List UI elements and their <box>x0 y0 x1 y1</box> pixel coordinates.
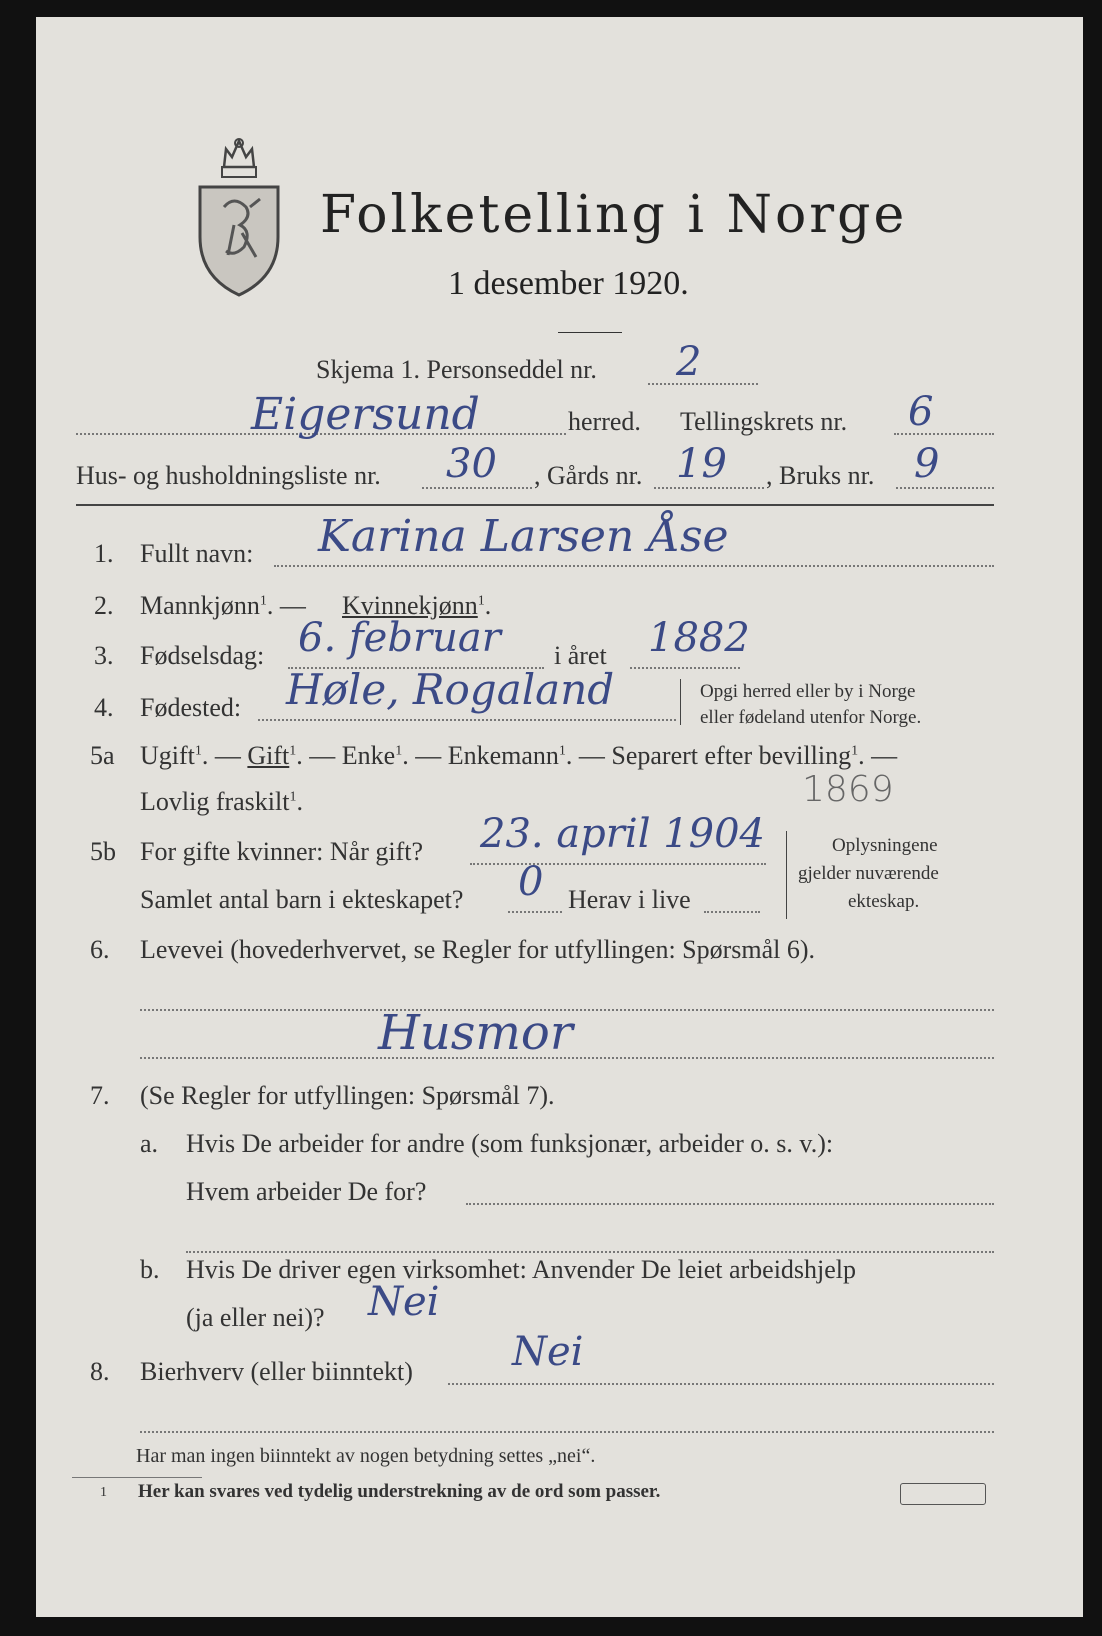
side-income-value: Nei <box>512 1329 584 1375</box>
herred-label: herred. <box>568 407 641 436</box>
q2-male-option[interactable]: Mannkjønn$^1$. — <box>140 591 306 620</box>
q7a-letter: a. <box>140 1129 159 1158</box>
printer-stamp <box>900 1483 986 1505</box>
bruks-field[interactable] <box>896 487 994 489</box>
q5b-note-line1: Oplysningene <box>832 835 938 856</box>
income-note: Har man ingen biinntekt av nogen betydning settes „nei“. <box>136 1445 596 1467</box>
bruks-label: , Bruks nr. <box>766 461 875 490</box>
q5b-children-label: Samlet antal barn i ekteskapet? <box>140 885 464 914</box>
q8-number: 8. <box>90 1357 110 1386</box>
q4-note-line1: Opgi herred eller by i Norge <box>700 681 916 702</box>
personseddel-value: 2 <box>676 339 702 385</box>
q7b-letter: b. <box>140 1255 160 1284</box>
gards-value: 19 <box>676 441 727 487</box>
marriage-date-value: 23. april 1904 <box>480 811 765 857</box>
q5a-annotation: 1869 <box>802 769 894 810</box>
birthplace-field[interactable] <box>258 719 676 721</box>
q7-number: 7. <box>90 1081 110 1110</box>
gards-field[interactable] <box>654 487 764 489</box>
q7b-value: Nei <box>368 1279 440 1325</box>
side-income-field-line1[interactable] <box>448 1383 994 1385</box>
q4-note-line2: eller fødeland utenfor Norge. <box>700 707 922 728</box>
q7-label: (Se Regler for utfyllingen: Spørsmål 7). <box>140 1081 555 1110</box>
birth-year-field[interactable] <box>630 667 740 669</box>
q3-year-label: i året <box>554 641 607 670</box>
tellingskrets-label: Tellingskrets nr. <box>680 407 848 436</box>
q5b-bracket <box>776 831 787 919</box>
tellingskrets-value: 6 <box>908 389 934 435</box>
birthday-value: 6. februar <box>298 615 501 661</box>
full-name-value: Karina Larsen Åse <box>318 511 729 562</box>
personseddel-field[interactable] <box>648 383 758 385</box>
q1-label: Fullt navn: <box>140 539 254 568</box>
bruks-value: 9 <box>914 441 940 487</box>
form-title: Folketelling i Norge <box>320 185 908 245</box>
husholdningsliste-label: Hus- og husholdningsliste nr. <box>76 461 381 490</box>
marriage-date-field[interactable] <box>470 863 766 865</box>
birthplace-value: Høle, Rogaland <box>286 665 615 714</box>
q3-label: Fødselsdag: <box>140 641 265 670</box>
q5b-label: For gifte kvinner: Når gift? <box>140 837 424 866</box>
title-rule <box>558 332 622 333</box>
q7a-text: Hvis De arbeider for andre (som funksjonær, arbeider o. s. v.): <box>186 1129 834 1158</box>
q5b-alive-label: Herav i live <box>568 885 691 914</box>
herred-value: Eigersund <box>251 389 480 440</box>
birth-year-value: 1882 <box>648 615 750 661</box>
occupation-value: Husmor <box>378 1005 573 1061</box>
q5b-note-line3: ekteskap. <box>848 891 920 912</box>
q6-number: 6. <box>90 935 110 964</box>
header-divider <box>76 504 994 506</box>
q6-label: Levevei (hovederhvervet, se Regler for utfyllingen: Spørsmål 6). <box>140 935 816 964</box>
footnote-marker: 1 <box>100 1485 107 1500</box>
full-name-field[interactable] <box>274 565 994 567</box>
form-date: 1 desember 1920. <box>448 265 689 302</box>
q4-bracket <box>680 679 687 725</box>
q2-female-option[interactable]: Kvinnekjønn$^1$. <box>342 591 492 620</box>
gards-label: , Gårds nr. <box>534 461 643 490</box>
children-alive-field[interactable] <box>704 911 760 913</box>
husholdningsliste-value: 30 <box>446 441 497 487</box>
side-income-field-line2[interactable] <box>140 1431 994 1433</box>
q7a-employer-label: Hvem arbeider De for? <box>186 1177 427 1206</box>
footnote-rule <box>72 1477 202 1478</box>
husholdningsliste-field[interactable] <box>422 487 532 489</box>
norway-coat-of-arms-icon <box>194 137 284 297</box>
children-count-value: 0 <box>518 859 544 905</box>
q5b-number: 5b <box>90 837 116 866</box>
q5a-options[interactable]: Ugift$^1$. — Gift$^1$. — Enke$^1$. — Enkemann$^1$. — Separert efter bevilling$^1$. — <box>140 741 898 770</box>
q5b-note-line2: gjelder nuværende <box>798 863 939 884</box>
q4-number: 4. <box>94 693 114 722</box>
employer-field-line1[interactable] <box>466 1203 994 1205</box>
children-count-field[interactable] <box>508 911 562 913</box>
q4-label: Fødested: <box>140 693 242 722</box>
footnote-text: Her kan svares ved tydelig understrekning av de ord som passer. <box>138 1481 661 1502</box>
q1-number: 1. <box>94 539 114 568</box>
q5a-divorced-option[interactable]: Lovlig fraskilt$^1$. <box>140 787 303 816</box>
employer-field-line2[interactable] <box>186 1251 994 1253</box>
q3-number: 3. <box>94 641 114 670</box>
q7b-yes-no-label: (ja eller nei)? <box>186 1303 325 1332</box>
census-form-page <box>36 17 1083 1617</box>
q7b-text: Hvis De driver egen virksomhet: Anvender De leiet arbeidshjelp <box>186 1255 857 1284</box>
q5a-number: 5a <box>90 741 115 770</box>
schema-label: Skjema 1. Personseddel nr. <box>316 355 597 384</box>
q2-number: 2. <box>94 591 114 620</box>
q8-label: Bierhverv (eller biinntekt) <box>140 1357 413 1386</box>
